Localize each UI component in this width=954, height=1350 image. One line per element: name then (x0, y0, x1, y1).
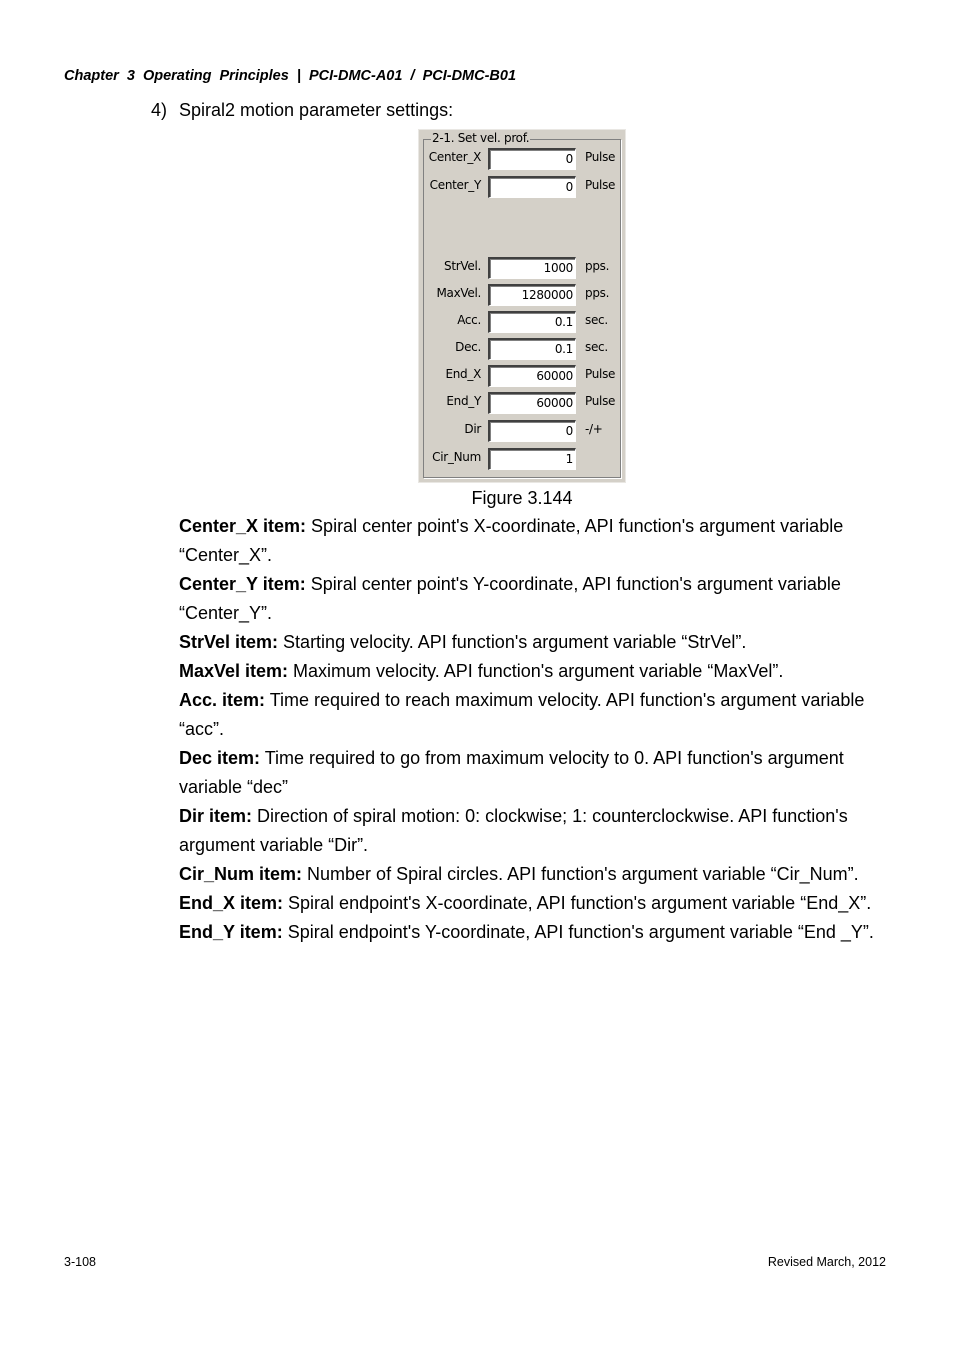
groupbox-title: 2-1. Set vel. prof. (432, 131, 530, 145)
definition: Time required to reach maximum velocity. API function's argument variable “acc”. (179, 690, 865, 739)
strvel-label: StrVel. (444, 259, 481, 273)
dir-label: Dir (464, 422, 481, 436)
dir-row (419, 420, 625, 442)
section-heading (151, 100, 453, 121)
acc-row (419, 311, 625, 333)
end-y-unit: Pulse (585, 394, 616, 408)
center-x-label: Center_X (428, 150, 481, 164)
maxvel-row (419, 284, 625, 306)
term: Dec item: (179, 748, 261, 768)
description-dir (179, 802, 909, 860)
end-y-row (419, 392, 625, 414)
description-strvel (179, 628, 909, 657)
definition: Spiral center point's Y-coordinate, API function's argument variable “Center_Y”. (179, 574, 841, 623)
description-center-y (179, 570, 909, 628)
acc-label: Acc. (457, 313, 481, 327)
maxvel-field[interactable]: 1280000 (488, 284, 576, 306)
term: Center_Y item: (179, 574, 306, 594)
definition: Spiral endpoint's X-coordinate, API function's argument variable “End_X”. (283, 893, 872, 913)
end-x-unit: Pulse (585, 367, 616, 381)
definition: Spiral center point's X-coordinate, API function's argument variable “Center_X”. (179, 516, 844, 565)
section-title-text: Spiral2 motion parameter settings: (179, 100, 454, 120)
end-x-row (419, 365, 625, 387)
term: End_X item: (179, 893, 284, 913)
acc-field[interactable]: 0.1 (488, 311, 576, 333)
running-header: Chapter 3 Operating Principles | PCI-DMC-A01 / PCI-DMC-B01 (64, 68, 517, 84)
dec-row (419, 338, 625, 360)
center-y-field[interactable]: 0 (488, 176, 576, 198)
maxvel-label: MaxVel. (436, 286, 481, 300)
definition: Direction of spiral motion: 0: clockwise; 1: counterclockwise. API function's argument variable “Dir”. (179, 806, 848, 855)
dir-unit: -/+ (585, 422, 603, 436)
term: End_Y item: (179, 922, 283, 942)
definition: Spiral endpoint's Y-coordinate, API function's argument variable “End _Y”. (282, 922, 874, 942)
description-maxvel (179, 657, 909, 686)
center-x-field[interactable]: 0 (488, 148, 576, 170)
cir-num-field[interactable]: 1 (488, 448, 576, 470)
definition: Starting velocity. API function's argument variable “StrVel”. (278, 632, 747, 652)
page-number: 3-108 (64, 1255, 96, 1269)
revision-date: Revised March, 2012 (767, 1255, 886, 1269)
description-end-y (179, 918, 909, 947)
definition: Maximum velocity. API function's argument variable “MaxVel”. (288, 661, 784, 681)
description-acc (179, 686, 909, 744)
end-x-field[interactable]: 60000 (488, 365, 576, 387)
parameter-descriptions (179, 512, 909, 947)
center-y-unit: Pulse (585, 178, 616, 192)
description-cir-num (179, 860, 909, 889)
definition: Number of Spiral circles. API function's argument variable “Cir_Num”. (302, 864, 859, 884)
maxvel-unit: pps. (585, 286, 610, 300)
cir-num-row (419, 448, 625, 470)
center-y-row (419, 176, 625, 198)
center-x-unit: Pulse (585, 150, 616, 164)
figure-caption: Figure 3.144 (471, 488, 573, 508)
end-y-label: End_Y (446, 394, 481, 408)
strvel-unit: pps. (585, 259, 610, 273)
description-end-x (179, 889, 909, 918)
term: Acc. item: (179, 690, 266, 710)
dir-field[interactable]: 0 (488, 420, 576, 442)
term: Dir item: (179, 806, 253, 826)
term: MaxVel item: (179, 661, 289, 681)
section-number: 4) (151, 100, 168, 120)
center-y-label: Center_Y (429, 178, 481, 192)
end-y-field[interactable]: 60000 (488, 392, 576, 414)
velocity-profile-panel (418, 129, 626, 483)
end-x-label: End_X (445, 367, 481, 381)
term: Center_X item: (179, 516, 307, 536)
dec-label: Dec. (455, 340, 481, 354)
strvel-row (419, 257, 625, 279)
description-dec (179, 744, 909, 802)
dec-field[interactable]: 0.1 (488, 338, 576, 360)
term: Cir_Num item: (179, 864, 303, 884)
strvel-field[interactable]: 1000 (488, 257, 576, 279)
center-x-row (419, 148, 625, 170)
description-center-x (179, 512, 909, 570)
term: StrVel item: (179, 632, 279, 652)
cir-num-label: Cir_Num (432, 450, 481, 464)
acc-unit: sec. (585, 313, 608, 327)
dec-unit: sec. (585, 340, 608, 354)
definition: Time required to go from maximum velocity to 0. API function's argument variable “dec” (179, 748, 844, 797)
